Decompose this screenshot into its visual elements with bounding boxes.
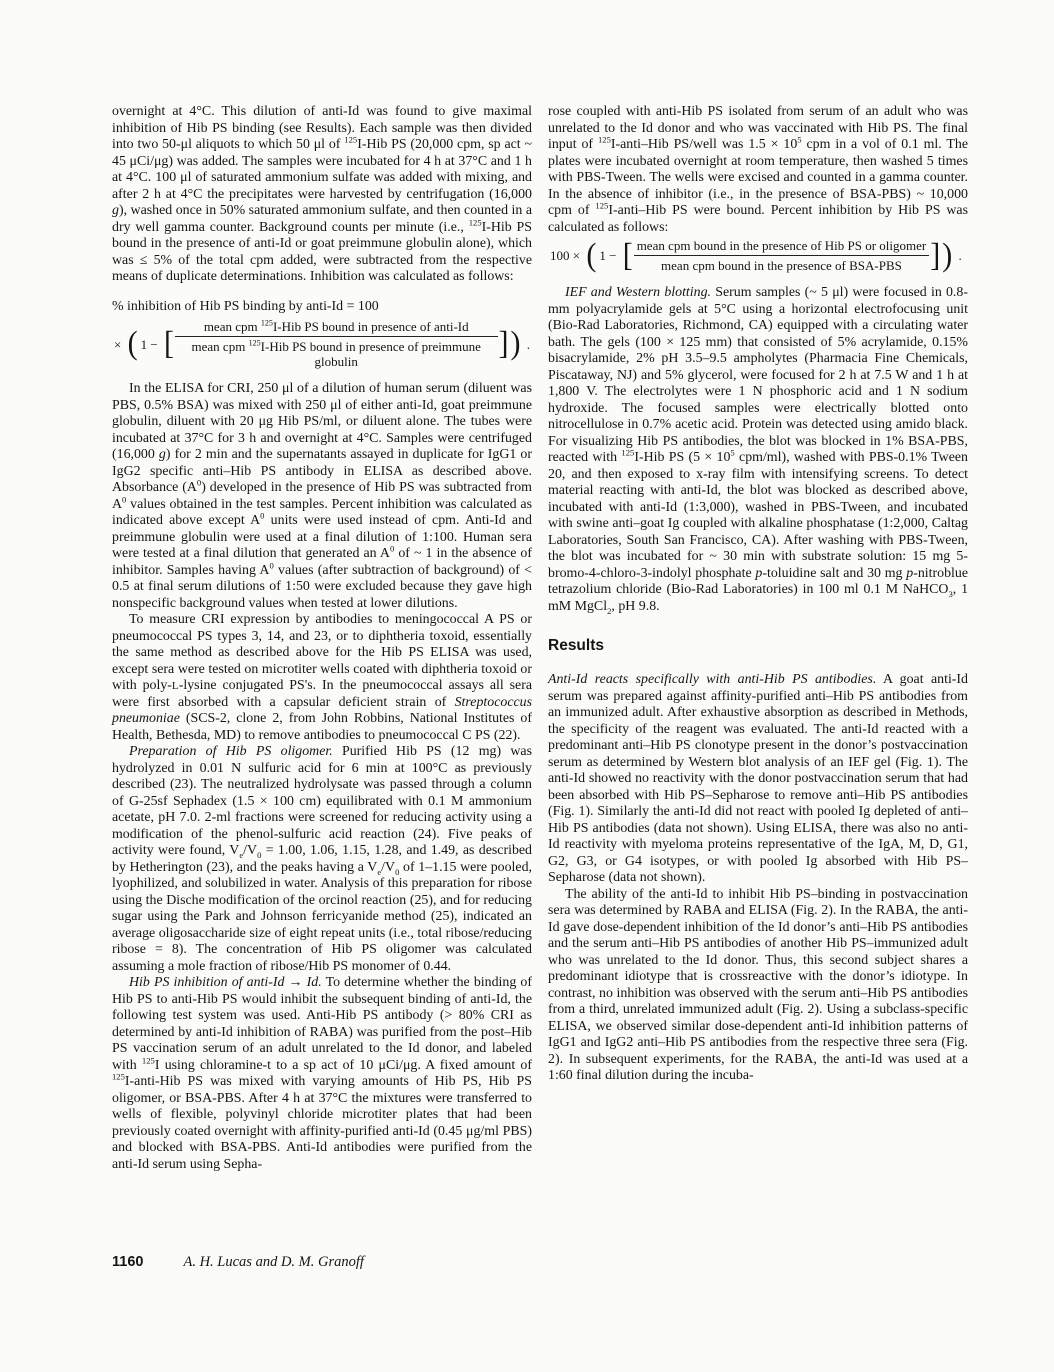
formula-text: 1 − — [140, 336, 161, 352]
text-run: I-Hib PS bound in presence of preimmune globulin — [260, 339, 481, 369]
text-run: I-anti–Hib PS/well was 1.5 × 10 — [610, 137, 798, 152]
text-run: overnight at 4°C. This dilution of anti-Id was found to give maximal inhibition of Hib PS binding (see Results). Each sample was then divided into two 50-μl aliquots to which 50 μl of — [112, 104, 532, 152]
text-run: , pH 9.8. — [611, 598, 660, 614]
text-run-sup: 125 — [112, 1071, 125, 1082]
formula-percent-inhibition-by-hib-ps — [548, 238, 968, 273]
formula-lead-line — [112, 299, 532, 316]
text-run: ) for 2 min and the supernatants assayed in duplicate for IgG1 or IgG2 specific anti–Hib PS antibody in ELISA as described above. Absorbance (A — [112, 447, 532, 495]
text-run-i: IEF and Western blotting. — [565, 285, 712, 300]
text-run: % inhibition of Hib PS binding by anti-Id = 100 — [112, 298, 379, 314]
text-run-sub: 2 — [607, 605, 612, 616]
text-run: To determine whether the binding of Hib PS to anti-Hib PS would inhibit the subsequent binding of anti-Id, the following test system was used. Anti-Hib PS antibody (> 80% CRI as determined by anti-Id inhibition of RABA) was purified from the post–Hib PS vaccination serum of an adult unrelated to the Id donor, and labeled with — [112, 975, 532, 1073]
text-run: I using chloramine-t to a sp act of 10 μCi/μg. A fixed amount of — [154, 1057, 532, 1073]
text-run-sub: e — [239, 849, 244, 860]
text-run-sup: 5 — [730, 447, 735, 458]
formula-bracket: ] — [930, 237, 941, 273]
para-results-anti-id-specificity — [548, 672, 968, 887]
text-run-i: Streptococcus pneumoniae — [112, 694, 532, 726]
formula-text: . — [523, 336, 530, 352]
para-sepharose-continued — [548, 104, 968, 236]
text-run: units were used instead of cpm. Anti-Id and preimmune globulin were used at a final dilution of 1:100. Human sera were tested at a final dilution that generated an A — [112, 513, 532, 561]
text-run-sup: 0 — [389, 543, 395, 554]
fraction-denominator — [634, 256, 930, 273]
text-run-sup: 125 — [621, 447, 635, 458]
para-preparation-hib-ps-oligomer — [112, 744, 532, 975]
text-run: Serum samples (~ 5 μl) were focused in 0.8-mm polyacrylamide gels at 5°C using a horizontal electrofocusing unit (Bio-Rad Laboratories, Richmond, CA) equipped with a circulating water bath. The gels (100 × 125 mm) that consisted of 5% acrylamide, 0.15% bisacrylamide, 2% pH 3.5–9.5 ampholytes (Pharmacia Fine Chemicals, Piscataway, NJ) and 5% glycerol, were focused for 2 h at 7.5 W and 1 h at 1,800 V. The electrolytes were 1 N phosphoric acid and 1 N sodium hydroxide. The focused samples were electrically blotted onto nitrocellulose in 0.7% acetic acid. Protein was detected using amido black. For visualizing Hib PS antibodies, the blot was blocked in 1% BSA-PBS, reacted with — [548, 285, 968, 465]
page-number: 1160 — [112, 1254, 144, 1270]
fraction-numerator — [634, 238, 930, 256]
text-run: Purified Hib PS (12 mg) was hydrolyzed in 0.01 N sulfuric acid for 6 min at 100°C as previously described (23). The neutralized hydrolysate was passed through a column of G-25sf Sephadex (1.5 × 100 cm) equilibrated with 0.1 M ammonium acetate, pH 7.0. 2-ml fractions were screened for reducing activity using a modification of the phenol-sulfuric acid reaction (24). Five peaks of activity were found, V — [112, 744, 532, 858]
text-run: -nitroblue tetrazolium chloride (Bio-Rad Laboratories) in 100 ml 0.1 M NaHCO — [548, 565, 969, 597]
text-run: -lysine conjugated PS's. In the pneumococcal assays all sera were first absorbed with a capsular deficient strain of — [112, 678, 532, 710]
text-run-i: p — [755, 565, 763, 581]
text-run: /V — [381, 859, 396, 875]
text-run-sub: 3 — [948, 588, 953, 599]
text-run: values obtained in the test samples. Percent inhibition was calculated as indicated above except A — [112, 496, 532, 528]
text-run-sup: 0 — [260, 510, 265, 521]
para-elisa-for-cri — [112, 381, 532, 612]
text-run: mean cpm — [203, 319, 261, 334]
formula-text: 100 × — [550, 248, 584, 263]
text-run: I-anti–Hib PS were bound. Percent inhibition by Hib PS was calculated as follows: — [548, 203, 968, 235]
text-run: , 1 mM MgCl — [548, 582, 969, 614]
text-run-sup: 0 — [196, 477, 202, 488]
text-run-i: Hib PS inhibition of anti-Id → Id. — [129, 975, 322, 990]
text-run-sub: 0 — [395, 866, 400, 877]
text-run-i: Anti-Id reacts specifically with anti-Hib PS antibodies. — [548, 672, 877, 687]
text-run: I-anti-Hib PS was mixed with varying amounts of Hib PS, Hib PS oligomer, or BSA-PBS. After 4 h at 37°C the mixtures were transferred to wells of flexible, polyvinyl chloride microtiter plates that had been previously coated overnight with affinity-purified anti-Id (0.45 μg/ml PBS) and blocked with BSA-PBS. Anti-Id antibodies were purified from the anti-Id serum using Sepha- — [112, 1074, 532, 1172]
text-run-sup: 125 — [260, 318, 273, 328]
para-ief-and-western-blotting — [548, 285, 968, 615]
text-run-sup: 125 — [344, 134, 358, 145]
text-run: -toluidine salt and 30 mg — [762, 565, 907, 581]
text-run: ) developed in the presence of Hib PS was subtracted from A — [112, 480, 532, 512]
text-run: In the ELISA for CRI, 250 μl of a dilution of human serum (diluent was PBS, 0.5% BSA) was mixed with 250 μl of either anti-Id, goat preimmune globulin, diluent with 20 μg Hib PS/ml, or diluent alone. The tubes were incubated at 37°C for 3 h and overnight at 4°C. Samples were centrifuged (16,000 — [112, 381, 532, 462]
text-run-sup: 5 — [797, 134, 802, 145]
two-column-text-area — [112, 104, 968, 1173]
column-left — [112, 104, 532, 1173]
text-run: I-Hib PS (5 × 10 — [634, 450, 731, 465]
text-run-sub: e — [377, 866, 382, 877]
formula-text: 1 − — [599, 248, 620, 263]
text-run-i: Preparation of Hib PS oligomer. — [129, 744, 333, 759]
text-run: = 1.00, 1.06, 1.15, 1.28, and 1.49, as described by Hetherington (23), and the peaks having a V — [112, 843, 532, 875]
formula-text: × — [114, 336, 125, 352]
formula-bracket: [ — [163, 325, 174, 362]
text-run-sup: 125 — [597, 134, 611, 145]
text-run: I-Hib PS bound in the presence of anti-Id or goat preimmune globulin alone), which was ≤ 5% of the total cpm added, were subtracted from the respective means of duplicate determinations. Inhibition was calculated as follows: — [112, 219, 532, 284]
text-run: I-Hib PS bound in presence of anti-Id — [272, 319, 469, 334]
text-run: To measure CRI expression by antibodies to meningococcal A PS or pneumococcal PS types 3, 14, and 23, or to diphtheria toxoid, essentially the same method as described above for the Hib PS ELISA was used, except sera were tested on microtiter wells coated with diphtheria toxoid or with poly- — [112, 612, 532, 693]
text-run-sup: 0 — [122, 493, 127, 504]
text-run-sub: 0 — [257, 849, 262, 860]
text-run-sup: 125 — [141, 1054, 155, 1065]
fraction — [634, 238, 930, 273]
text-run: mean cpm bound in the presence of Hib PS or oligomer — [636, 238, 927, 253]
formula-percent-inhibition-by-anti-id — [112, 319, 532, 369]
text-run: (SCS-2, clone 2, from John Robbins, National Institutes of Health, Bethesda, MD) to remove antibodies to pneumococcal C PS (22). — [112, 711, 532, 743]
para-hib-ps-inhibition-of-anti-id — [112, 975, 532, 1173]
fraction-denominator — [175, 337, 498, 369]
text-run: ), washed once in 50% saturated ammonium sulfate, and then counted in a dry well gamma counter. Background counts per minute (i.e., — [112, 203, 532, 235]
formula-bracket: [ — [622, 237, 633, 273]
text-run-sup: 125 — [468, 216, 482, 227]
fraction — [175, 319, 498, 369]
text-run: mean cpm — [191, 339, 249, 354]
text-run: rose coupled with anti-Hib PS isolated from serum of an adult who was unrelated to the Id donor and who was vaccinated with Hib PS. The final input of — [548, 104, 968, 152]
para-raba-method-continued — [112, 104, 532, 286]
formula-bracket: ] — [498, 325, 509, 362]
text-run: of ~ 1 in the absence of inhibitor. Samples having A — [112, 546, 532, 578]
text-run-sup: 125 — [248, 338, 261, 348]
text-run-sc: L — [171, 680, 179, 692]
text-run-sup: 125 — [595, 200, 609, 211]
running-authors: A. H. Lucas and D. M. Granoff — [183, 1254, 364, 1270]
text-run-sup: 0 — [269, 559, 274, 570]
text-run: Results — [548, 637, 604, 654]
text-run: I-Hib PS (20,000 cpm, sp act ~ 45 μCi/μg) was added. The samples were incubated for 4 h at 37°C and 1 h at 4°C. 100 μl of saturated ammonium sulfate was added with mixing, and after 2 h at 4°C the precipitates were harvested by centrifugation (16,000 — [112, 137, 532, 202]
formula-bracket: ) — [510, 325, 521, 362]
page-footer — [112, 1254, 364, 1271]
heading-results — [548, 637, 968, 655]
para-results-inhibition-raba-elisa — [548, 887, 968, 1085]
formula-bracket: ) — [942, 237, 953, 273]
text-run-i: g — [158, 447, 166, 462]
formula-bracket: ( — [586, 237, 597, 273]
text-run: cpm in a vol of 0.1 ml. The plates were incubated overnight at room temperature, then washed 5 times with PBS-Tween. The wells were excised and counted in a gamma counter. In the absence of inhibitor (i.e., in the presence of BSA-PBS) ~ 10,000 cpm of — [548, 137, 968, 218]
formula-text: . — [955, 248, 962, 263]
text-run-i: g — [112, 203, 119, 218]
text-run: of 1–1.15 were pooled, lyophilized, and solubilized in water. Analysis of this preparation for ribose using the Dische modification of the orcinol reaction (25), and for reducing sugar using the Park and Johnson ferricyanide method (25), indicated an average oligosaccharide size of eight repeat units (i.e., total ribose/reducing ribose = 8). The concentration of Hib PS oligomer was calculated assuming a mole fraction of ribose/Hib PS monomer of 0.44. — [112, 859, 532, 974]
text-run: cpm/ml), washed with PBS-0.1% Tween 20, and then exposed to x-ray film with intensifying screens. To detect material reacting with anti-Id, the blot was blocked as described above, incubated with anti-Id (1:3,000), washed in PBS-Tween, and incubated with swine anti–goat Ig coupled with alkaline phosphatase (1:2,000, Caltag Laboratories, South San Francisco, CA). After washing with PBS-Tween, the blot was incubated for ~ 30 min with substrate solution: 15 mg 5-bromo-4-chloro-3-indolyl phosphate — [548, 450, 968, 581]
text-run-i: p — [906, 565, 914, 581]
para-cri-other-antigens — [112, 612, 532, 744]
text-run: A goat anti-Id serum was prepared against affinity-purified anti–Hib PS antibodies from an immunized adult. After exhaustive absorption as described in Methods, the specificity of the reagent was evaluated. The anti-Id reacted with a predominant anti–Hib PS clonotype present in the donor’s postvaccination serum as determined by Western blot analysis of an IEF gel (Fig. 1). The anti-Id showed no reactivity with the donor postvaccination serum that had been absorbed with Hib PS–Sepharose to remove anti–Hib PS antibodies (Fig. 1). Similarly the anti-Id did not react with pooled Ig depleted of anti–Hib PS antibodies (data not shown). Using ELISA, there was also no anti-Id reactivity with myeloma proteins representative of the IgA, M, D, G1, G2, G3, or G4 isotypes, or with pooled Ig absorbed with Hib PS–Sepharose (data not shown). — [548, 672, 968, 885]
formula-bracket: ( — [127, 325, 138, 362]
text-run: The ability of the anti-Id to inhibit Hib PS–binding in postvaccination sera was determined by RABA and ELISA (Fig. 2). In the RABA, the anti-Id gave dose-dependent inhibition of the Id donor’s anti–Hib PS antibodies and the serum anti–Hib PS antibodies of another Hib PS–immunized adult who was unrelated to the Id donor. Thus, this second subject shares a predominant idiotype that is crossreactive with the donor’s idiotype. In contrast, no inhibition was observed with the serum anti–Hib PS antibodies from a third, unrelated immunized adult (Fig. 2). Using a subclass-specific ELISA, we observed similar dose-dependent anti-Id inhibition patterns of IgG1 and IgG2 anti–Hib PS antibodies from the respective three sera (Fig. 2). In subsequent experiments, for the RABA, the anti-Id was used at a 1:60 final dilution during the incuba- — [548, 886, 968, 1083]
text-run: mean cpm bound in the presence of BSA-PBS — [661, 258, 902, 273]
text-run: /V — [243, 843, 258, 858]
column-right — [548, 104, 968, 1173]
fraction-numerator — [175, 319, 498, 337]
text-run: values (after subtraction of background) of < 0.5 at final serum dilutions of 1:50 were excluded because they gave high nonspecific background values when tested at lower dilutions. — [112, 562, 532, 611]
